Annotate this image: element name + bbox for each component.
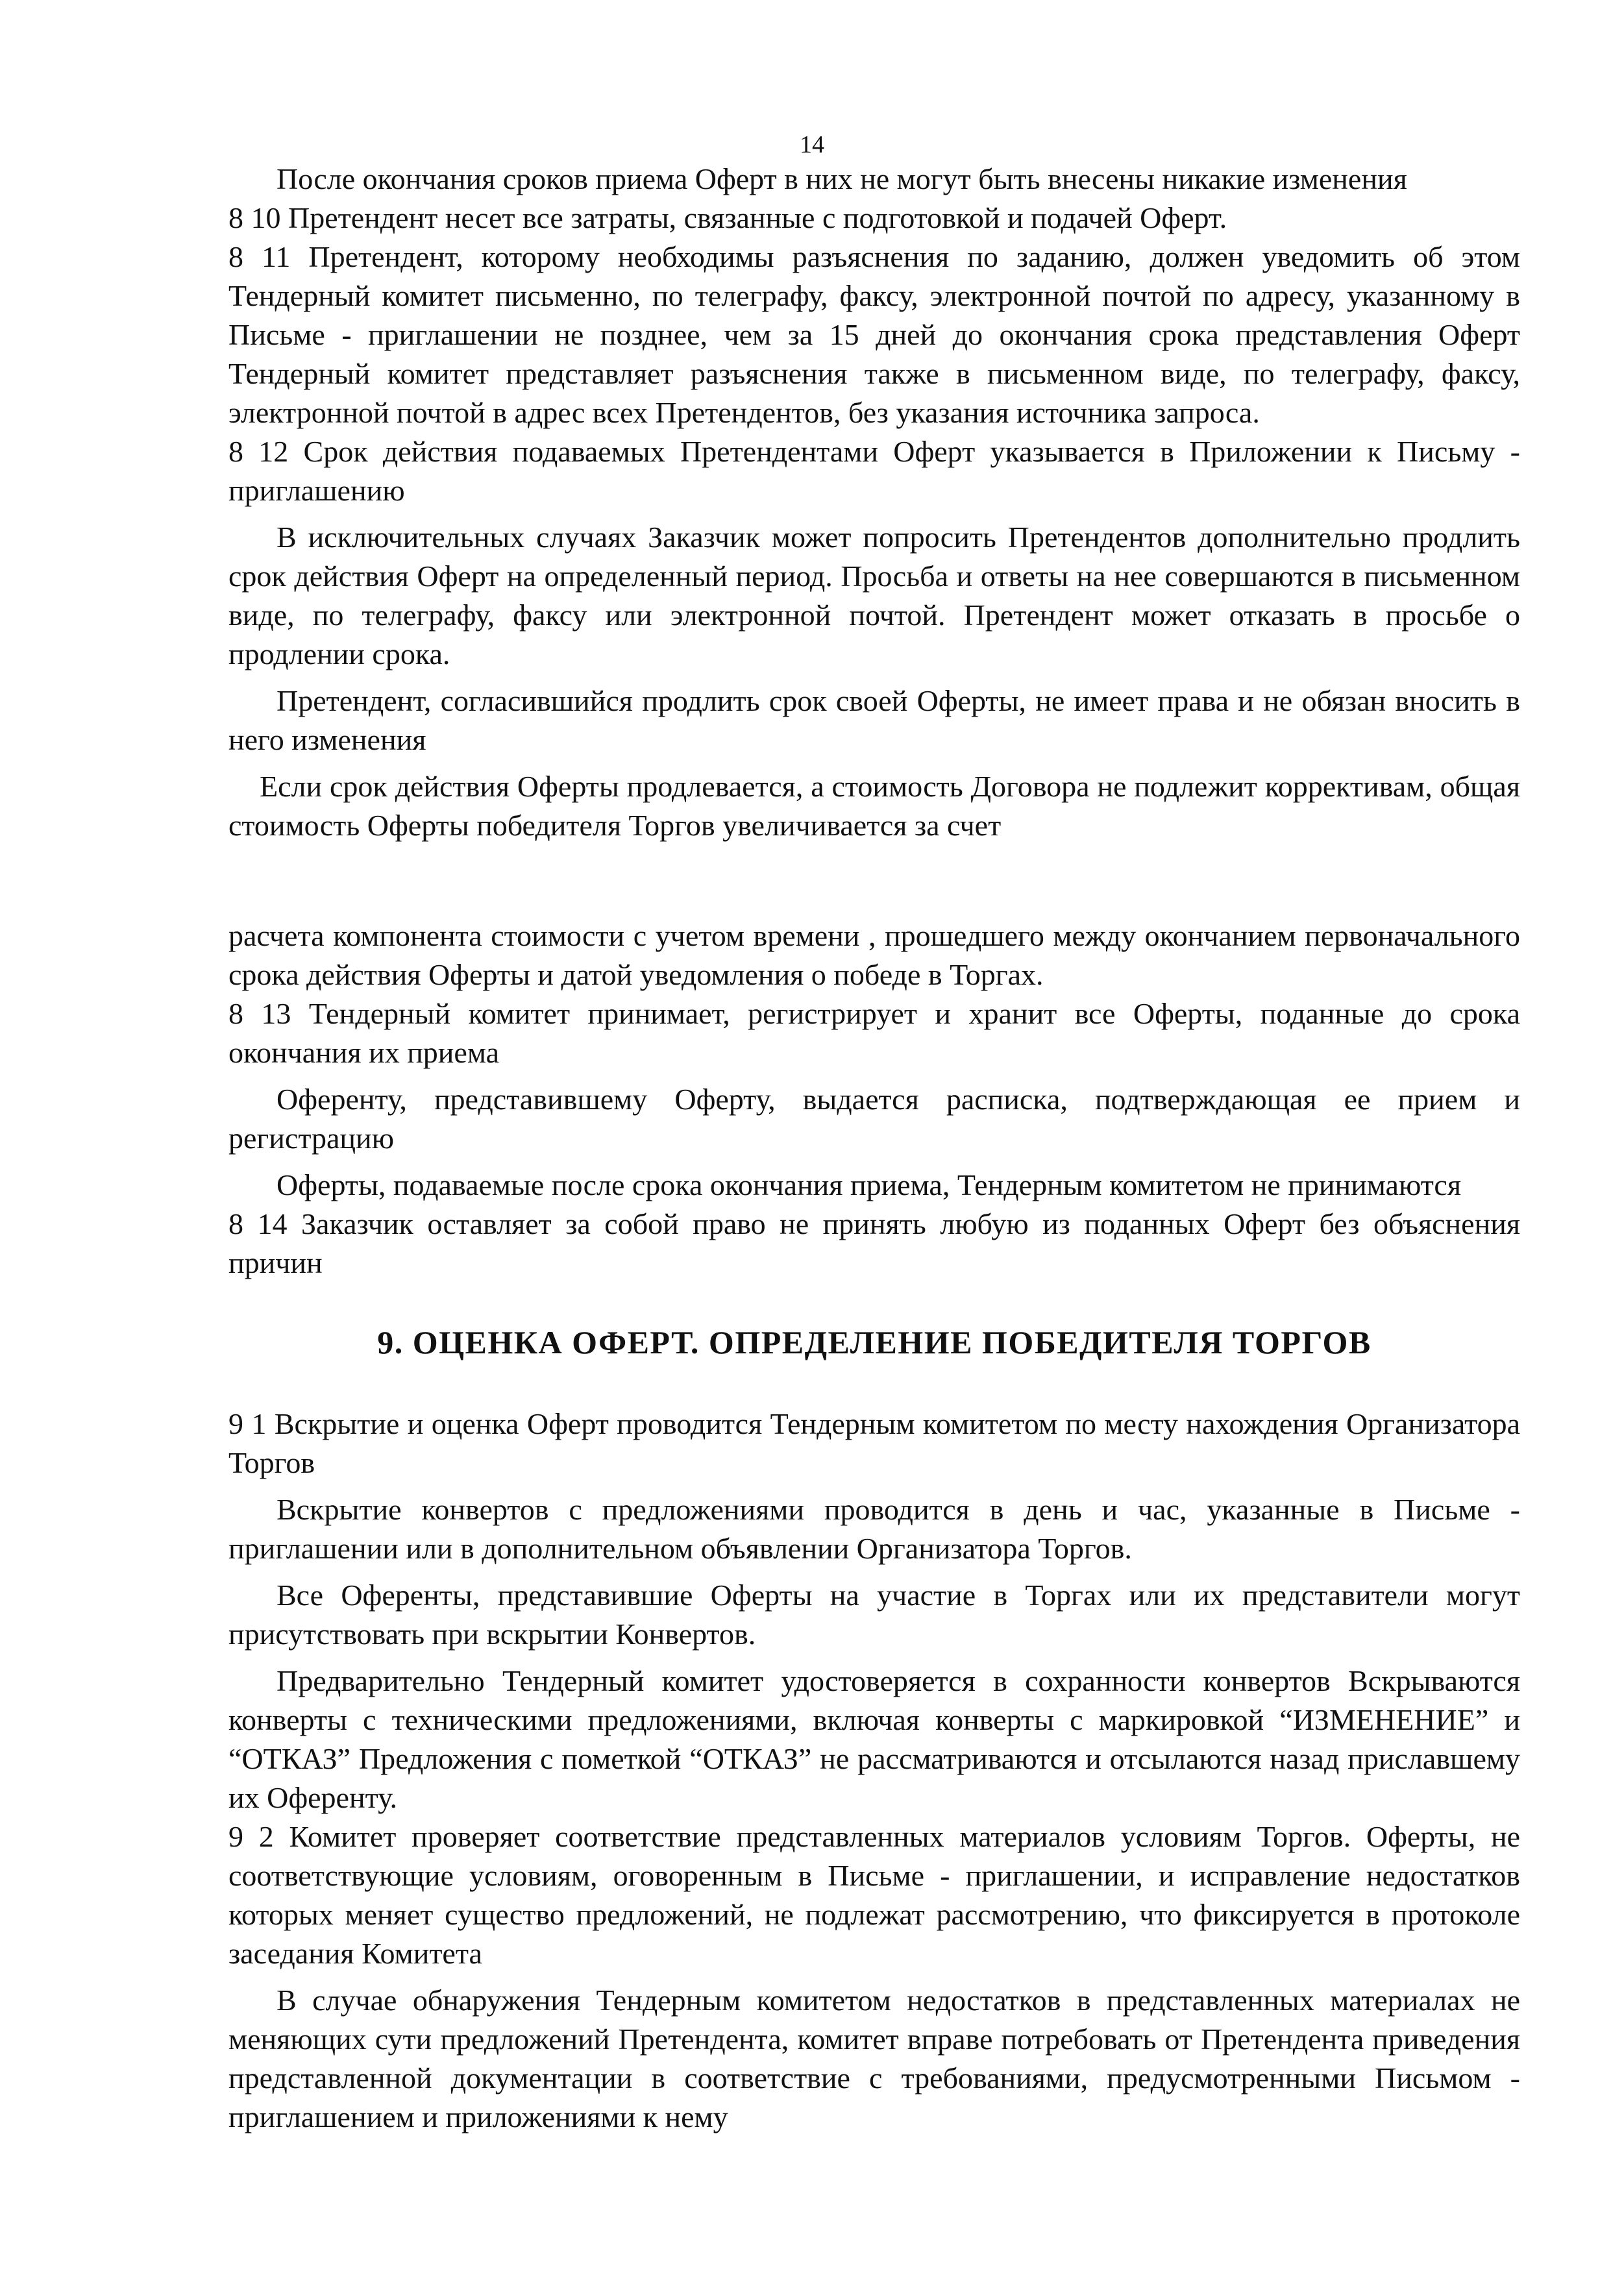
paragraph-validity-extension: В исключительных случаях Заказчик может попросить Претендентов дополнительно продлить срок действия Оферт на определенный период. Просьба и ответы на нее совершаются в письменном виде, по телеграфу, факсу или электронной почтой. Претендент может отказать в просьбе о продлении срока. [228,521,1520,670]
clause-8-11: 8 11 Претендент, которому необходимы разъяснения по заданию, должен уведомить об этом Тендерный комитет письменно, по телеграфу, факсу, электронной почтой по адресу, указанному в Письме - приглашении не позднее, чем за 15 дней до окончания срока представления Оферт Тендерный комитет представляет разъяснения также в письменном виде, по телеграфу, факсу, электронной почтой в адрес всех Претендентов, без указания источника запроса. [228,240,1520,429]
clause-8-14: 8 14 Заказчик оставляет за собой право не принять любую из поданных Оферт без объяснения причин [228,1207,1520,1279]
document-body [228,160,1520,2137]
paragraph-envelope-opening: Вскрытие конвертов с предложениями проводится в день и час, указанные в Письме - приглашении или в дополнительном объявлении Организатора Торгов. [228,1493,1520,1565]
paragraph-deficiencies: В случае обнаружения Тендерным комитетом недостатков в представленных материалах не меняющих сути предложений Претендента, комитет вправе потребовать от Претендента приведения представленной документации в соответствие с требованиями, предусмотренными Письмом - приглашением и приложениями к нему [228,1984,1520,2133]
paragraph-attendance: Все Оференты, представившие Оферты на участие в Торгах или их представители могут присутствовать при вскрытии Конвертов. [228,1579,1520,1651]
section-9-heading: 9. ОЦЕНКА ОФЕРТ. ОПРЕДЕЛЕНИЕ ПОБЕДИТЕЛЯ ТОРГОВ [377,1324,1372,1360]
clause-9-2: 9 2 Комитет проверяет соответствие представленных материалов условиям Торгов. Оферты, не соответствующие условиям, оговоренным в Письме - приглашении, и исправление недостатков которых меняет существо предложений, не подлежат рассмотрению, что фиксируется в протоколе заседания Комитета [228,1820,1520,1970]
clause-8-12: 8 12 Срок действия подаваемых Претендентами Оферт указывается в Приложении к Письму - приглашению [228,435,1520,507]
paragraph-receipt: Оференту, представившему Оферту, выдается расписка, подтверждающая ее прием и регистрацию [228,1083,1520,1155]
page-number: 14 [800,131,824,158]
paragraph-no-amendments: Претендент, согласившийся продлить срок своей Оферты, не имеет права и не обязан вносить в него изменения [228,684,1520,756]
clause-9-1: 9 1 Вскрытие и оценка Оферт проводится Тендерным комитетом по месту нахождения Организатора Торгов [228,1407,1520,1479]
clause-8-13: 8 13 Тендерный комитет принимает, регистрирует и хранит все Оферты, поданные до срока окончания их приема [228,997,1520,1069]
clause-8-10: 8 10 Претендент несет все затраты, связанные с подготовкой и подачей Оферт. [228,201,1227,234]
paragraph-cost-increase: Если срок действия Оферты продлевается, а стоимость Договора не подлежит коррективам, общая стоимость Оферты победителя Торгов увеличивается за счет [228,770,1520,842]
paragraph-cost-calculation: расчета компонента стоимости с учетом времени , прошедшего между окончанием первоначального срока действия Оферты и датой уведомления о победе в Торгах. [228,919,1520,991]
paragraph-late-offers: Оферты, подаваемые после срока окончания приема, Тендерным комитетом не принимаются [277,1168,1461,1201]
paragraph-amendments-after-deadline: После окончания сроков приема Оферт в них не могут быть внесены никакие изменения [277,162,1407,195]
paragraph-envelope-integrity: Предварительно Тендерный комитет удостоверяется в сохранности конвертов Вскрываются конверты с техническими предложениями, включая конверты с маркировкой “ИЗМЕНЕНИЕ” и “ОТКАЗ” Предложения с пометкой “ОТКАЗ” не рассматриваются и отсылаются назад приславшему их Оференту. [228,1664,1520,1814]
